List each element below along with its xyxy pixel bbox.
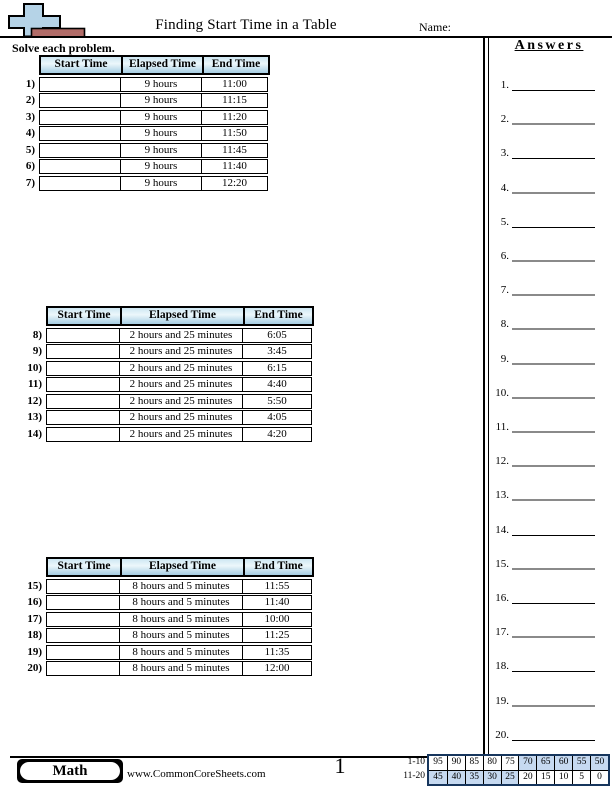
answer-number: 14. <box>495 523 509 536</box>
end-time-cell: 12:20 <box>201 177 267 190</box>
problem-number: 15) <box>27 579 42 592</box>
start-time-header: Start Time <box>57 309 111 321</box>
table-row-cells <box>39 110 268 125</box>
answer-blank-line[interactable] <box>512 316 595 330</box>
answer-number: 7. <box>500 284 509 297</box>
table-row <box>12 361 314 376</box>
answer-blank-line[interactable] <box>512 214 595 228</box>
end-time-cell: 11:20 <box>201 111 267 124</box>
score-cell: 45 <box>429 771 447 785</box>
problem-number: 17) <box>27 612 42 625</box>
problem-number: 19) <box>27 645 42 658</box>
score-row <box>429 756 608 771</box>
elapsed-time-cell: 8 hours and 5 minutes <box>119 580 242 593</box>
end-time-cell: 4:40 <box>242 378 311 391</box>
answer-row <box>489 111 595 125</box>
score-cell: 20 <box>518 771 536 785</box>
table-row-cells <box>46 377 312 392</box>
table-row-cells <box>46 410 312 425</box>
answer-row <box>489 214 595 228</box>
answer-blank-line[interactable] <box>512 385 595 399</box>
answer-row <box>489 77 595 91</box>
answer-blank-line[interactable] <box>512 658 595 672</box>
table-row <box>12 427 314 442</box>
score-range-label-1: 1-10 <box>407 757 425 767</box>
end-time-header: End Time <box>243 559 312 575</box>
table-row <box>12 645 314 660</box>
end-time-cell: 11:00 <box>201 78 267 91</box>
score-row <box>429 771 608 785</box>
answer-blank-line[interactable] <box>512 487 595 501</box>
elapsed-time-cell: 8 hours and 5 minutes <box>119 646 242 659</box>
answer-number: 18. <box>495 660 509 673</box>
elapsed-time-cell: 2 hours and 25 minutes <box>119 329 242 342</box>
problem-number: 6) <box>25 160 35 172</box>
table-row-cells <box>46 645 312 660</box>
end-time-cell: 11:45 <box>201 144 267 157</box>
answer-blank-line[interactable] <box>512 145 595 159</box>
table-row <box>11 159 270 174</box>
math-brand-badge <box>17 759 123 784</box>
end-time-cell: 10:00 <box>242 613 311 626</box>
table-row <box>12 377 314 392</box>
start-time-cell[interactable] <box>47 395 119 408</box>
answer-row <box>489 316 595 330</box>
score-cell: 35 <box>465 771 483 785</box>
score-cell: 30 <box>483 771 501 785</box>
answer-blank-line[interactable] <box>512 419 595 433</box>
elapsed-time-cell: 8 hours and 5 minutes <box>119 629 242 642</box>
table-row-cells <box>39 143 268 158</box>
answer-number: 9. <box>500 352 509 365</box>
table-row <box>11 110 270 125</box>
table-row-cells <box>46 344 312 359</box>
brand-label: Math <box>20 762 120 781</box>
end-time-cell: 4:05 <box>242 411 311 424</box>
table-row-cells <box>46 579 312 594</box>
website-text: www.CommonCoreSheets.com <box>127 768 266 780</box>
elapsed-time-cell: 2 hours and 25 minutes <box>119 428 242 441</box>
elapsed-time-header: Elapsed Time <box>121 57 202 73</box>
answer-row <box>489 419 595 433</box>
end-time-cell: 5:50 <box>242 395 311 408</box>
answer-row <box>489 522 595 536</box>
elapsed-time-cell: 8 hours and 5 minutes <box>119 613 242 626</box>
start-time-cell[interactable] <box>47 329 119 342</box>
score-cell: 25 <box>501 771 519 785</box>
score-cell: 85 <box>465 756 483 770</box>
problem-number: 14) <box>27 427 42 440</box>
problem-number: 9) <box>32 345 42 357</box>
answer-row <box>489 658 595 672</box>
start-time-cell[interactable] <box>47 646 119 659</box>
answer-number: 1. <box>500 79 509 91</box>
score-cell: 75 <box>501 756 519 770</box>
problem-number: 11) <box>27 378 42 390</box>
answer-row <box>489 693 595 707</box>
score-cell: 90 <box>447 756 465 770</box>
table-row <box>11 126 270 141</box>
problem-number: 5) <box>25 143 35 156</box>
problem-number: 2) <box>25 94 35 106</box>
end-time-cell: 11:25 <box>242 629 311 642</box>
problem-number: 20) <box>27 662 42 674</box>
score-cell: 70 <box>518 756 536 770</box>
score-cell: 60 <box>554 756 572 770</box>
problem-number: 12) <box>27 394 42 407</box>
table-row-cells <box>46 427 312 442</box>
score-cell: 80 <box>483 756 501 770</box>
start-time-cell[interactable] <box>40 111 120 124</box>
start-time-cell[interactable] <box>40 78 120 91</box>
table-row-cells <box>46 394 312 409</box>
table-row <box>12 579 314 594</box>
answer-number: 8. <box>500 318 509 331</box>
table-row <box>12 394 314 409</box>
score-cell: 0 <box>590 771 608 785</box>
problem-number: 10) <box>27 361 42 374</box>
table-row <box>12 661 314 676</box>
elapsed-time-cell: 9 hours <box>120 94 201 107</box>
answer-row <box>489 624 595 638</box>
table-row-cells <box>39 126 268 141</box>
problem-number: 1) <box>25 77 35 90</box>
answer-row <box>489 282 595 296</box>
start-time-header: Start Time <box>54 58 108 70</box>
table-row-cells <box>39 159 268 174</box>
answer-blank-line[interactable] <box>512 351 595 365</box>
start-time-cell[interactable] <box>47 378 119 391</box>
problem-number: 7) <box>25 176 35 189</box>
answer-number: 12. <box>495 455 509 468</box>
score-cell: 65 <box>536 756 554 770</box>
table-row-cells <box>46 361 312 376</box>
problem-number: 16) <box>27 596 42 608</box>
table-row <box>12 628 314 643</box>
elapsed-time-cell: 9 hours <box>120 160 201 173</box>
start-time-cell[interactable] <box>40 177 120 190</box>
elapsed-time-cell: 9 hours <box>120 177 201 190</box>
table-row <box>11 93 270 108</box>
answer-blank-line[interactable] <box>512 727 595 741</box>
answer-blank-line[interactable] <box>512 180 595 194</box>
score-cell: 50 <box>590 756 608 770</box>
start-time-cell[interactable] <box>47 411 119 424</box>
answer-number: 13. <box>495 489 509 502</box>
problems-table-3 <box>12 557 314 678</box>
elapsed-time-cell: 9 hours <box>120 111 201 124</box>
table-row <box>11 77 270 92</box>
end-time-cell: 11:40 <box>201 160 267 173</box>
answer-blank-line[interactable] <box>512 624 595 638</box>
answer-row <box>489 248 595 262</box>
start-time-cell[interactable] <box>47 362 119 375</box>
answer-number: 4. <box>500 181 509 194</box>
answer-blank-line[interactable] <box>512 248 595 262</box>
elapsed-time-header: Elapsed Time <box>120 308 243 324</box>
end-time-cell: 6:15 <box>242 362 311 375</box>
score-cell: 55 <box>572 756 590 770</box>
answer-number: 3. <box>500 147 509 160</box>
start-time-cell[interactable] <box>47 629 119 642</box>
answer-number: 19. <box>495 694 509 707</box>
problem-number: 3) <box>25 110 35 123</box>
elapsed-time-cell: 2 hours and 25 minutes <box>119 411 242 424</box>
answer-number: 10. <box>495 386 509 399</box>
table-body <box>12 328 314 442</box>
end-time-cell: 4:20 <box>242 428 311 441</box>
answer-row <box>489 727 595 741</box>
end-time-cell: 3:45 <box>242 345 311 358</box>
answer-blank-line[interactable] <box>512 282 595 296</box>
instructions-text: Solve each problem. <box>12 41 115 55</box>
table-body <box>12 579 314 677</box>
score-cell: 15 <box>536 771 554 785</box>
elapsed-time-cell: 9 hours <box>120 78 201 91</box>
problem-number: 4) <box>25 127 35 139</box>
elapsed-time-cell: 2 hours and 25 minutes <box>119 362 242 375</box>
start-time-cell[interactable] <box>40 94 120 107</box>
start-time-cell[interactable] <box>47 596 119 609</box>
answer-number: 2. <box>500 113 509 126</box>
score-cell: 5 <box>572 771 590 785</box>
end-time-cell: 11:35 <box>242 646 311 659</box>
score-grid <box>427 754 610 786</box>
elapsed-time-header: Elapsed Time <box>120 559 243 575</box>
answer-row <box>489 145 595 159</box>
table-row-cells <box>46 661 312 676</box>
page-title: Finding Start Time in a Table <box>155 17 337 33</box>
elapsed-time-cell: 2 hours and 25 minutes <box>119 378 242 391</box>
elapsed-time-cell: 9 hours <box>120 127 201 140</box>
table-header-row <box>39 55 270 75</box>
elapsed-time-cell: 8 hours and 5 minutes <box>119 596 242 609</box>
answer-row <box>489 556 595 570</box>
table-row <box>11 143 270 158</box>
elapsed-time-cell: 9 hours <box>120 144 201 157</box>
answer-row <box>489 590 595 604</box>
problem-number: 18) <box>27 629 42 641</box>
end-time-cell: 11:50 <box>201 127 267 140</box>
answer-number: 11. <box>495 421 509 433</box>
answers-title: Answers <box>514 38 584 53</box>
end-time-cell: 11:55 <box>242 580 311 593</box>
problem-number: 13) <box>27 411 42 423</box>
table-row <box>12 344 314 359</box>
answer-row <box>489 453 595 467</box>
answer-number: 16. <box>495 592 509 604</box>
end-time-cell: 6:05 <box>242 329 311 342</box>
answer-row <box>489 351 595 365</box>
answer-blank-line[interactable] <box>512 522 595 536</box>
table-row <box>12 612 314 627</box>
start-time-cell[interactable] <box>47 580 119 593</box>
answer-blank-line[interactable] <box>512 77 595 91</box>
start-time-cell[interactable] <box>47 428 119 441</box>
table-row-cells <box>46 628 312 643</box>
table-row <box>11 176 270 191</box>
end-time-cell: 11:15 <box>201 94 267 107</box>
table-row <box>12 595 314 610</box>
score-range-label-2: 11-20 <box>403 770 425 781</box>
table-body <box>11 77 270 191</box>
answer-blank-line[interactable] <box>512 590 595 604</box>
page-number: 1 <box>334 753 346 778</box>
answer-number: 5. <box>500 215 509 228</box>
answer-number: 15. <box>495 557 509 570</box>
answer-number: 17. <box>495 626 509 639</box>
answer-row <box>489 385 595 399</box>
table-row <box>12 410 314 425</box>
table-row <box>12 328 314 343</box>
table-row-cells <box>46 595 312 610</box>
answer-row <box>489 487 595 501</box>
table-row-cells <box>39 93 268 108</box>
end-time-cell: 11:40 <box>242 596 311 609</box>
problems-table-1 <box>11 55 270 192</box>
elapsed-time-cell: 2 hours and 25 minutes <box>119 345 242 358</box>
table-row-cells <box>39 77 268 92</box>
name-label: Name: <box>419 20 451 34</box>
answer-number: 6. <box>500 250 509 262</box>
elapsed-time-cell: 2 hours and 25 minutes <box>119 395 242 408</box>
end-time-header: End Time <box>202 57 268 73</box>
table-header-row <box>46 306 314 326</box>
start-time-cell[interactable] <box>40 160 120 173</box>
start-time-cell[interactable] <box>47 345 119 358</box>
answer-row <box>489 180 595 194</box>
elapsed-time-cell: 8 hours and 5 minutes <box>119 662 242 675</box>
answer-blank-line[interactable] <box>512 556 595 570</box>
table-row-cells <box>46 328 312 343</box>
score-cell: 40 <box>447 771 465 785</box>
score-cell: 95 <box>433 757 443 767</box>
end-time-header: End Time <box>243 308 312 324</box>
answer-blank-line[interactable] <box>512 111 595 125</box>
start-time-header: Start Time <box>57 560 111 572</box>
answer-number: 20. <box>495 728 509 741</box>
problem-number: 8) <box>32 328 42 341</box>
start-time-cell[interactable] <box>40 144 120 157</box>
start-time-cell[interactable] <box>47 613 119 626</box>
score-cell: 10 <box>554 771 572 785</box>
start-time-cell[interactable] <box>40 127 120 140</box>
end-time-cell: 12:00 <box>242 662 311 675</box>
table-row-cells <box>39 176 268 191</box>
table-row-cells <box>46 612 312 627</box>
answer-blank-line[interactable] <box>512 693 595 707</box>
problems-table-2 <box>12 306 314 443</box>
answer-blank-line[interactable] <box>512 453 595 467</box>
start-time-cell[interactable] <box>47 662 119 675</box>
table-header-row <box>46 557 314 577</box>
